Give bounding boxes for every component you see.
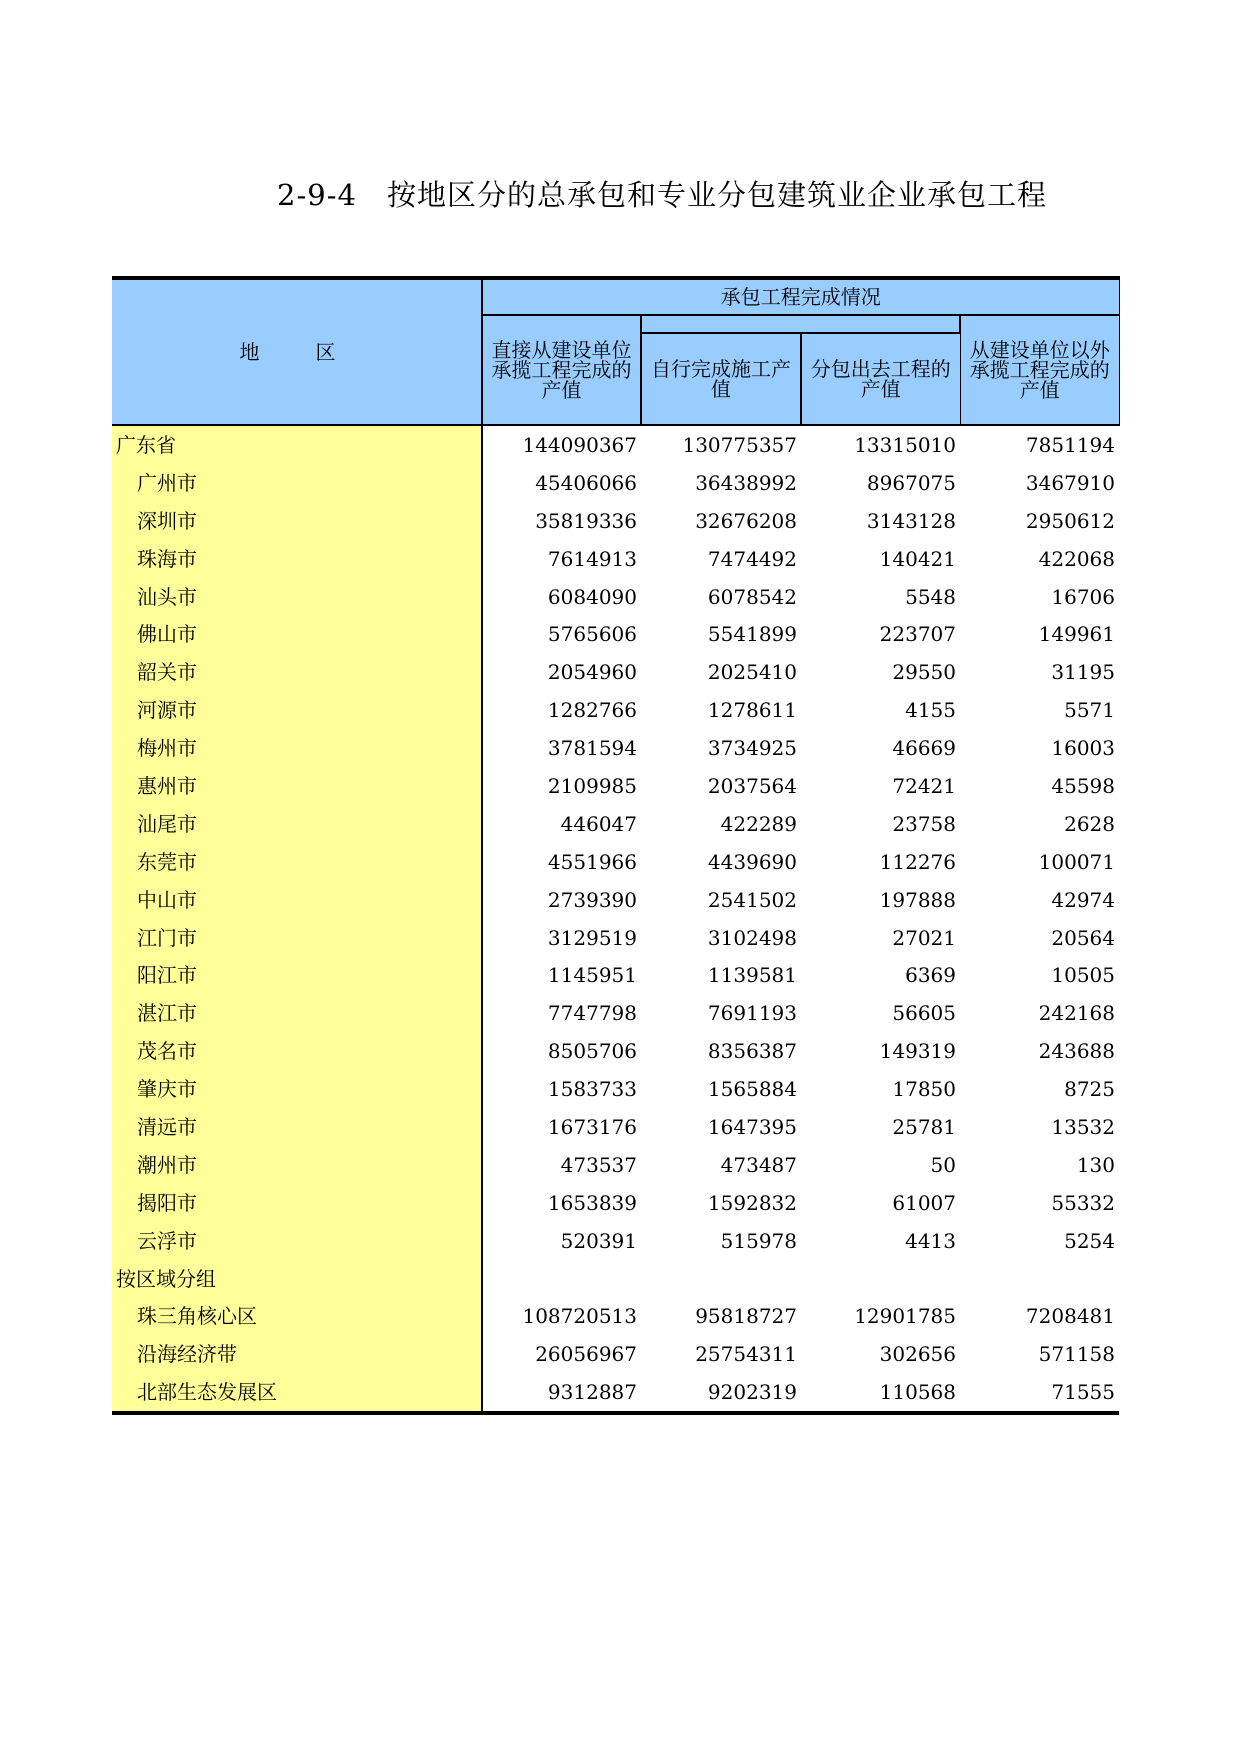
table-row	[112, 691, 1119, 729]
value-cell: 7474492	[707, 546, 797, 571]
value-cell: 71555	[960, 1373, 1119, 1413]
statistics-table	[112, 276, 1120, 1415]
value-cell: 1592832	[707, 1190, 797, 1215]
value-cell: 32676208	[695, 508, 797, 533]
value-cell: 42974	[1051, 887, 1115, 912]
value-cell: 4439690	[707, 849, 797, 874]
value-cell: 8725	[1064, 1077, 1115, 1102]
region-name-cell: 沿海经济带	[112, 1335, 482, 1373]
table-row	[112, 1108, 1119, 1146]
statistics-table-sheet	[112, 276, 1119, 1415]
region-name-cell: 广州市	[112, 464, 482, 502]
value-cell: 56605	[892, 1001, 956, 1026]
value-cell: 2109985	[547, 773, 637, 798]
region-name-cell: 中山市	[112, 881, 482, 919]
value-cell: 17850	[892, 1077, 956, 1102]
value-cell: 31195	[1051, 660, 1115, 685]
table-row	[112, 578, 1119, 616]
table-row	[112, 1070, 1119, 1108]
value-cell: 473537	[560, 1152, 637, 1177]
value-cell: 5254	[1064, 1228, 1115, 1253]
region-name-cell: 珠海市	[112, 540, 482, 578]
table-body	[112, 425, 1119, 1413]
page-title: 2-9-4 按地区分的总承包和专业分包建筑业企业承包工程	[277, 178, 1047, 212]
region-name-cell: 云浮市	[112, 1222, 482, 1260]
column-header-self-output: 自行完成施工产值	[641, 333, 801, 425]
value-cell: 1647395	[707, 1114, 797, 1139]
region-name-cell: 汕头市	[112, 578, 482, 616]
value-cell: 61007	[892, 1190, 956, 1215]
region-name-cell: 惠州市	[112, 767, 482, 805]
value-cell: 112276	[879, 849, 956, 874]
value-cell: 8967075	[866, 470, 956, 495]
table-row	[112, 1032, 1119, 1070]
value-cell: 95818727	[695, 1304, 797, 1329]
value-cell: 422068	[1038, 546, 1115, 571]
table-header	[112, 278, 1119, 425]
region-name-cell: 韶关市	[112, 653, 482, 691]
value-cell: 1653839	[547, 1190, 637, 1215]
value-cell: 23758	[892, 811, 956, 836]
value-cell: 243688	[1038, 1039, 1115, 1064]
region-name-cell: 潮州市	[112, 1146, 482, 1184]
value-cell: 3143128	[866, 508, 956, 533]
value-cell: 6084090	[547, 584, 637, 609]
value-cell	[801, 1260, 960, 1298]
table-row	[112, 805, 1119, 843]
table-row	[112, 1146, 1119, 1184]
region-name-cell: 北部生态发展区	[112, 1373, 482, 1413]
value-cell: 144090367	[522, 432, 637, 457]
value-cell: 13532	[1051, 1114, 1115, 1139]
value-cell: 149961	[1038, 622, 1115, 647]
region-name-cell: 梅州市	[112, 729, 482, 767]
table-row	[112, 843, 1119, 881]
column-header-subcontracted-output: 分包出去工程的产值	[801, 333, 960, 425]
value-cell: 2037564	[707, 773, 797, 798]
region-name-cell: 阳江市	[112, 956, 482, 994]
value-cell: 1282766	[547, 698, 637, 723]
table-row	[112, 1335, 1119, 1373]
value-cell: 197888	[879, 887, 956, 912]
value-cell: 20564	[1051, 925, 1115, 950]
value-cell: 8505706	[547, 1039, 637, 1064]
value-cell: 27021	[892, 925, 956, 950]
region-name-cell: 河源市	[112, 691, 482, 729]
value-cell: 571158	[1038, 1342, 1115, 1367]
value-cell: 5541899	[707, 622, 797, 647]
table-row	[112, 956, 1119, 994]
value-cell: 2739390	[547, 887, 637, 912]
value-cell: 45598	[1051, 773, 1115, 798]
value-cell: 473487	[720, 1152, 797, 1177]
value-cell: 149319	[879, 1039, 956, 1064]
value-cell: 55332	[1051, 1190, 1115, 1215]
value-cell: 7208481	[1025, 1304, 1115, 1329]
value-cell: 16706	[1051, 584, 1115, 609]
value-cell: 50	[930, 1152, 956, 1177]
region-name-cell: 东莞市	[112, 843, 482, 881]
value-cell: 5765606	[547, 622, 637, 647]
value-cell: 6369	[905, 963, 956, 988]
table-row	[112, 1297, 1119, 1335]
value-cell: 515978	[720, 1228, 797, 1253]
value-cell: 2054960	[547, 660, 637, 685]
table-row	[112, 502, 1119, 540]
value-cell: 72421	[892, 773, 956, 798]
value-cell: 3734925	[707, 736, 797, 761]
table-row	[112, 540, 1119, 578]
value-cell: 422289	[720, 811, 797, 836]
value-cell: 26056967	[535, 1342, 637, 1367]
value-cell: 140421	[879, 546, 956, 571]
value-cell: 1145951	[547, 963, 637, 988]
value-cell: 100071	[1038, 849, 1115, 874]
table-row	[112, 1184, 1119, 1222]
table-row	[112, 464, 1119, 502]
value-cell	[641, 1260, 801, 1298]
region-name-cell: 肇庆市	[112, 1070, 482, 1108]
value-cell: 12901785	[854, 1304, 956, 1329]
region-name-cell: 汕尾市	[112, 805, 482, 843]
value-cell: 3102498	[707, 925, 797, 950]
column-header-direct-output: 直接从建设单位承揽工程完成的产值	[482, 315, 641, 425]
value-cell: 35819336	[535, 508, 637, 533]
table-row	[112, 881, 1119, 919]
value-cell: 5571	[1064, 698, 1115, 723]
value-cell: 242168	[1038, 1001, 1115, 1026]
value-cell: 25754311	[695, 1342, 797, 1367]
region-name-cell: 江门市	[112, 919, 482, 957]
value-cell: 3129519	[547, 925, 637, 950]
value-cell: 1583733	[547, 1077, 637, 1102]
value-cell: 1673176	[547, 1114, 637, 1139]
value-cell: 9312887	[482, 1373, 641, 1413]
group-column-header: 承包工程完成情况	[482, 278, 1119, 315]
value-cell	[960, 1260, 1119, 1298]
value-cell: 46669	[892, 736, 956, 761]
value-cell: 4155	[905, 698, 956, 723]
value-cell: 36438992	[695, 470, 797, 495]
region-name-cell: 珠三角核心区	[112, 1297, 482, 1335]
column-header-other-output: 从建设单位以外承揽工程完成的产值	[960, 315, 1119, 425]
value-cell: 3467910	[1025, 470, 1115, 495]
region-name-cell: 茂名市	[112, 1032, 482, 1070]
table-row	[112, 1373, 1119, 1413]
region-column-header: 地 区	[112, 278, 482, 425]
value-cell: 223707	[879, 622, 956, 647]
value-cell: 2950612	[1025, 508, 1115, 533]
region-name-cell: 深圳市	[112, 502, 482, 540]
value-cell: 3781594	[547, 736, 637, 761]
region-name-cell: 广东省	[112, 425, 482, 464]
value-cell: 9202319	[641, 1373, 801, 1413]
value-cell: 8356387	[707, 1039, 797, 1064]
value-cell: 130775357	[682, 432, 797, 457]
table-row	[112, 919, 1119, 957]
value-cell: 110568	[801, 1373, 960, 1413]
value-cell: 25781	[892, 1114, 956, 1139]
value-cell: 1278611	[707, 698, 797, 723]
region-name-cell: 佛山市	[112, 615, 482, 653]
table-row	[112, 767, 1119, 805]
value-cell: 1139581	[707, 963, 797, 988]
table-row	[112, 425, 1119, 464]
value-cell: 108720513	[522, 1304, 637, 1329]
table-row	[112, 729, 1119, 767]
subgroup-header-spacer	[641, 315, 960, 333]
value-cell: 7747798	[547, 1001, 637, 1026]
value-cell: 7691193	[707, 1001, 797, 1026]
value-cell: 446047	[560, 811, 637, 836]
region-name-cell: 湛江市	[112, 994, 482, 1032]
table-row	[112, 653, 1119, 691]
value-cell: 2541502	[707, 887, 797, 912]
region-name-cell: 按区域分组	[112, 1260, 482, 1298]
value-cell: 16003	[1051, 736, 1115, 761]
value-cell: 10505	[1051, 963, 1115, 988]
value-cell: 302656	[879, 1342, 956, 1367]
value-cell: 2025410	[707, 660, 797, 685]
value-cell: 4413	[905, 1228, 956, 1253]
table-row	[112, 1222, 1119, 1260]
table-row	[112, 994, 1119, 1032]
value-cell: 7851194	[1025, 432, 1115, 457]
value-cell: 45406066	[535, 470, 637, 495]
value-cell: 6078542	[707, 584, 797, 609]
region-name-cell: 揭阳市	[112, 1184, 482, 1222]
value-cell: 7614913	[547, 546, 637, 571]
value-cell: 5548	[905, 584, 956, 609]
table-row	[112, 615, 1119, 653]
value-cell: 29550	[892, 660, 956, 685]
value-cell: 2628	[1064, 811, 1115, 836]
value-cell: 1565884	[707, 1077, 797, 1102]
value-cell: 4551966	[547, 849, 637, 874]
value-cell: 13315010	[854, 432, 956, 457]
value-cell: 130	[1076, 1152, 1115, 1177]
value-cell: 520391	[560, 1228, 637, 1253]
region-name-cell: 清远市	[112, 1108, 482, 1146]
table-row	[112, 1260, 1119, 1298]
value-cell	[482, 1260, 641, 1298]
